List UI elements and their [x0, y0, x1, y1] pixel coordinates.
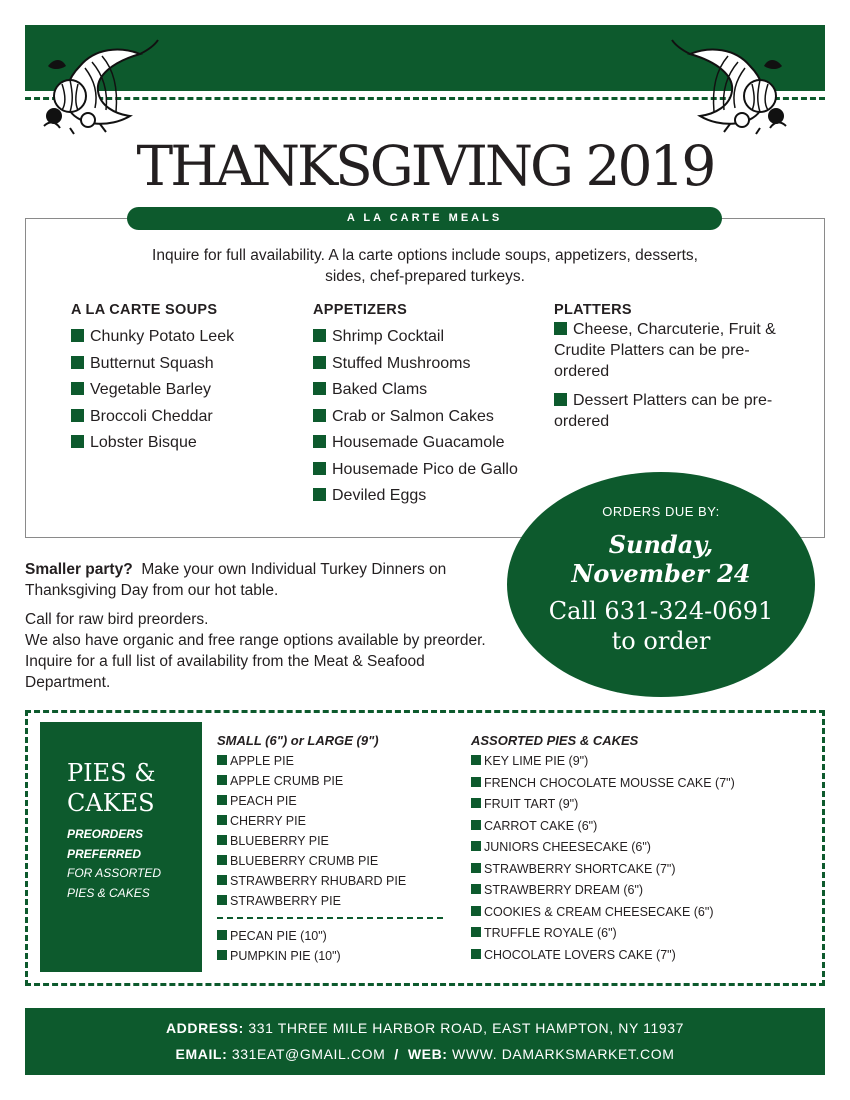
list-item: FRENCH CHOCOLATE MOUSSE CAKE (7") — [471, 773, 735, 795]
small-large-heading: SMALL (6") or LARGE (9") — [217, 733, 379, 748]
list-item: Vegetable Barley — [71, 377, 234, 404]
bullet-square-icon — [313, 356, 326, 369]
soups-heading: A LA CARTE SOUPS — [71, 302, 218, 318]
bullet-square-icon — [217, 835, 227, 845]
orders-due-date: Sunday, November 24 — [571, 530, 751, 588]
list-item: BLUEBERRY PIE — [217, 831, 443, 851]
list-item: Cheese, Charcuterie, Fruit & Crudite Platters can be pre-ordered — [554, 321, 776, 380]
bullet-square-icon — [471, 863, 481, 873]
pies-cakes-title: PIES & CAKES — [67, 759, 156, 817]
bullet-square-icon — [471, 841, 481, 851]
pies-cakes-panel — [40, 722, 202, 972]
bullet-square-icon — [471, 798, 481, 808]
orders-call-line: Call 631-324-0691 to order — [548, 597, 774, 655]
assorted-heading: ASSORTED PIES & CAKES — [471, 733, 639, 748]
bullet-square-icon — [313, 488, 326, 501]
footer-address: ADDRESS: 331 THREE MILE HARBOR ROAD, EAST HAMPTON, NY 11937 — [165, 1020, 685, 1036]
appetizers-column — [313, 302, 518, 510]
bullet-square-icon — [471, 755, 481, 765]
footer-email-link[interactable]: 331EAT@GMAIL.COM — [231, 1046, 386, 1062]
list-item: Shrimp Cocktail — [313, 324, 518, 351]
bullet-square-icon — [471, 906, 481, 916]
footer-contact: EMAIL: 331EAT@GMAIL.COM / WEB: WWW. DAMARKSMARKET.COM — [175, 1046, 675, 1062]
bullet-square-icon — [217, 895, 227, 905]
a-la-carte-intro: Inquire for full availability. A la carte options include soups, appetizers, desserts, sides, chef-prepared turkeys. — [152, 247, 698, 285]
list-item: KEY LIME PIE (9") — [471, 751, 735, 773]
list-item: Housemade Guacamole — [313, 430, 518, 457]
orders-due-oval — [507, 472, 815, 697]
assorted-pies-column — [471, 733, 735, 966]
list-item: APPLE CRUMB PIE — [217, 771, 443, 791]
list-item: TRUFFLE ROYALE (6") — [471, 923, 735, 945]
bullet-square-icon — [313, 382, 326, 395]
list-item: Deviled Eggs — [313, 483, 518, 510]
bullet-square-icon — [71, 435, 84, 448]
list-item: STRAWBERRY PIE — [217, 891, 443, 911]
bullet-square-icon — [217, 875, 227, 885]
bullet-square-icon — [313, 435, 326, 448]
bullet-square-icon — [217, 950, 227, 960]
list-item: COOKIES & CREAM CHEESECAKE (6") — [471, 902, 735, 924]
cornucopia-icon — [670, 36, 790, 136]
list-item: Baked Clams — [313, 377, 518, 404]
page-title: THANKSGIVING 2019 — [136, 134, 714, 198]
bullet-square-icon — [217, 930, 227, 940]
soups-column — [71, 302, 234, 457]
bullet-square-icon — [217, 775, 227, 785]
appetizers-heading: APPETIZERS — [313, 302, 408, 318]
orders-due-label: ORDERS DUE BY: — [602, 504, 720, 519]
list-item: STRAWBERRY SHORTCAKE (7") — [471, 859, 735, 881]
list-item: APPLE PIE — [217, 751, 443, 771]
bullet-square-icon — [471, 927, 481, 937]
bullet-square-icon — [71, 409, 84, 422]
bullet-square-icon — [471, 820, 481, 830]
list-item: STRAWBERRY DREAM (6") — [471, 880, 735, 902]
bullet-square-icon — [471, 777, 481, 787]
bullet-square-icon — [313, 409, 326, 422]
pies-preorder-note: PREORDERS PREFERRED FOR ASSORTED PIES & CAKES — [67, 827, 162, 900]
footer-web-link[interactable]: WWW. DAMARKSMARKET.COM — [452, 1046, 675, 1062]
small-large-pies-column — [217, 733, 443, 966]
list-item: Chunky Potato Leek — [71, 324, 234, 351]
list-item: Lobster Bisque — [71, 430, 234, 457]
pies-divider — [217, 917, 443, 919]
bullet-square-icon — [217, 855, 227, 865]
bullet-square-icon — [217, 755, 227, 765]
list-item: BLUEBERRY CRUMB PIE — [217, 851, 443, 871]
list-item: CARROT CAKE (6") — [471, 816, 735, 838]
list-item: Dessert Platters can be pre-ordered — [554, 392, 773, 430]
list-item: PEACH PIE — [217, 791, 443, 811]
list-item: Stuffed Mushrooms — [313, 351, 518, 378]
raw-bird-text: Call for raw bird preorders. We also have organic and free range options available by preorder. Inquire for a full list of availability from the Meat & Seafood Department. — [25, 611, 486, 691]
list-item: PECAN PIE (10") — [217, 926, 443, 946]
list-item: Crab or Salmon Cakes — [313, 404, 518, 431]
bullet-square-icon — [71, 329, 84, 342]
bullet-square-icon — [554, 322, 567, 335]
list-item: Housemade Pico de Gallo — [313, 457, 518, 484]
list-item: FRUIT TART (9") — [471, 794, 735, 816]
list-item: JUNIORS CHEESECAKE (6") — [471, 837, 735, 859]
list-item: STRAWBERRY RHUBARD PIE — [217, 871, 443, 891]
bullet-square-icon — [217, 815, 227, 825]
platters-heading: PLATTERS — [554, 302, 632, 318]
cornucopia-icon — [40, 36, 160, 136]
footer — [25, 1008, 825, 1075]
list-item: Butternut Squash — [71, 351, 234, 378]
smaller-party-text: Smaller party? Make your own Individual Turkey Dinners on Thanksgiving Day from our hot table. — [25, 561, 447, 599]
bullet-square-icon — [471, 884, 481, 894]
list-item: CHERRY PIE — [217, 811, 443, 831]
bullet-square-icon — [71, 382, 84, 395]
bullet-square-icon — [217, 795, 227, 805]
list-item: PUMPKIN PIE (10") — [217, 946, 443, 966]
list-item: CHOCOLATE LOVERS CAKE (7") — [471, 945, 735, 967]
platters-column — [554, 302, 784, 440]
bullet-square-icon — [313, 329, 326, 342]
a-la-carte-banner: A LA CARTE MEALS — [127, 207, 722, 230]
bullet-square-icon — [313, 462, 326, 475]
bullet-square-icon — [554, 393, 567, 406]
list-item: Broccoli Cheddar — [71, 404, 234, 431]
bullet-square-icon — [71, 356, 84, 369]
bullet-square-icon — [471, 949, 481, 959]
